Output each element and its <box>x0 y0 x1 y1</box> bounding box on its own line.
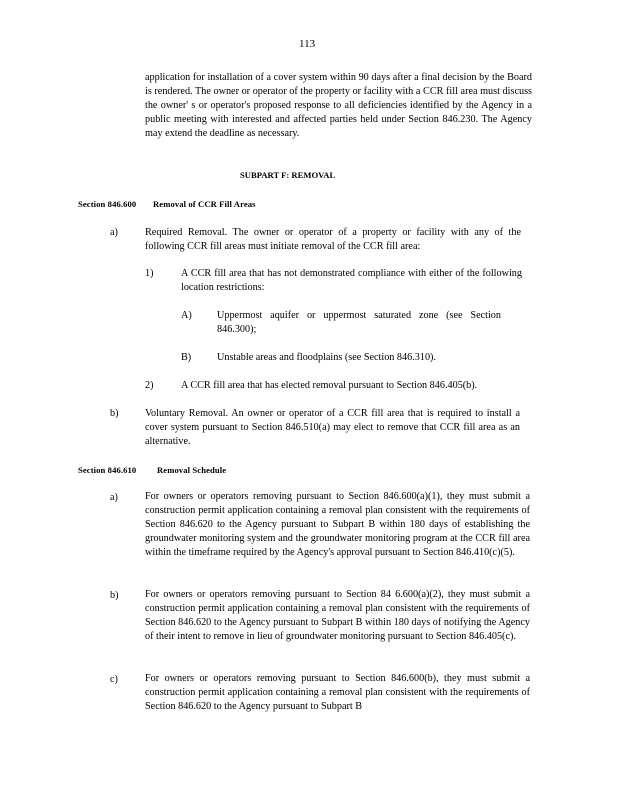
section-600-a1-text: A CCR fill area that has not demonstrated compliance with either of the following location restrictions: <box>181 268 522 294</box>
subpart-heading: SUBPART F: REMOVAL <box>240 170 336 180</box>
section-610-a-text: For owners or operators removing pursuant to Section 846.600(a)(1), they must submit a construction permit application containing a removal plan consistent with the requirements of Section 846.620 to the Agency pursuant to Subpart B within 180 days of establishing the groundwater monitoring system and the groundwater monitoring program at the CCR fill area within the timeframe required by the Agency's approval pursuant to Section 846.410(c)(5). <box>145 491 530 559</box>
section-600-a1-label: 1) <box>145 268 154 279</box>
section-600-number: Section 846.600 <box>78 199 137 209</box>
section-600-a1A-label: A) <box>181 310 192 321</box>
section-610-c-text: For owners or operators removing pursuant to Section 846.600(b), they must submit a construction permit application containing a removal plan consistent with the requirements of Section 846.620 to the Agency pursuant to Subpart B <box>145 673 530 713</box>
section-600-b-label: b) <box>110 408 119 419</box>
section-610-b-label: b) <box>110 590 119 601</box>
section-600-a2-label: 2) <box>145 380 154 391</box>
section-600-a2-text: A CCR fill area that has elected removal pursuant to Section 846.405(b). <box>181 380 478 391</box>
section-600-b-text: Voluntary Removal. An owner or operator of a CCR fill area that is required to install a cover system pursuant to Section 846.510(a) may elect to remove that CCR fill area as an alternative. <box>145 408 520 448</box>
intro-paragraph: application for installation of a cover system within 90 days after a final decision by the Board is rendered. The owner or operator of the property or facility with a CCR fill area must discuss the owner' s or operator's proposed response to all deficiencies identified by the Agency in a public meeting with interested and affected parties held under Section 846.230. The Agency may extend the deadline as necessary. <box>145 72 532 140</box>
section-610-number: Section 846.610 <box>78 465 137 475</box>
section-600-title: Removal of CCR Fill Areas <box>153 199 256 209</box>
section-600-a-label: a) <box>110 227 118 238</box>
section-600-a1A-text: Uppermost aquifer or uppermost saturated zone (see Section 846.300); <box>217 310 501 336</box>
section-610-c-label: c) <box>110 674 118 685</box>
section-610-title: Removal Schedule <box>157 465 227 475</box>
section-600-a-text: Required Removal. The owner or operator of a property or facility with any of the following CCR fill areas must initiate removal of the CCR fill area: <box>145 227 521 253</box>
section-600-a1B-label: B) <box>181 352 192 363</box>
page-number: 113 <box>299 38 316 50</box>
section-610-b-text: For owners or operators removing pursuant to Section 84 6.600(a)(2), they must submit a construction permit application containing a removal plan consistent with the requirements of Section 846.620 to the Agency pursuant to Subpart B within 180 days of notifying the Agency of their intent to remove in lieu of groundwater monitoring pursuant to Section 846.405(c). <box>145 589 530 643</box>
section-610-a-label: a) <box>110 492 118 503</box>
section-600-a1B-text: Unstable areas and floodplains (see Section 846.310). <box>217 352 436 363</box>
